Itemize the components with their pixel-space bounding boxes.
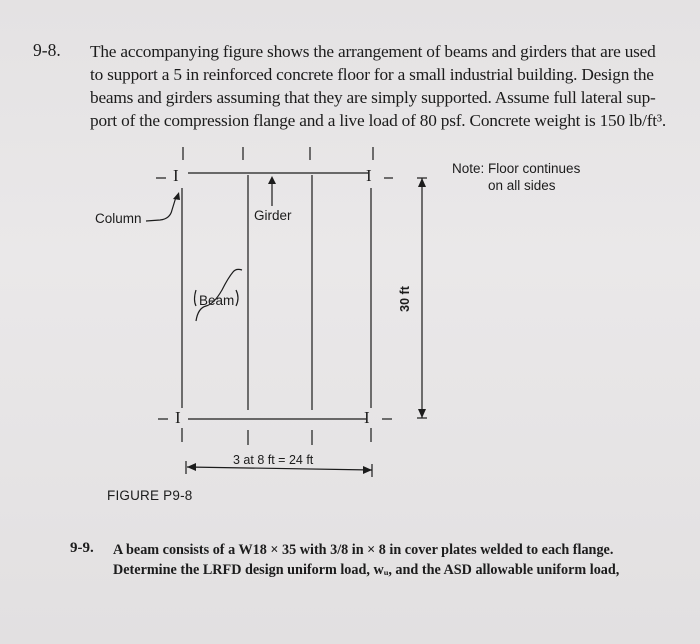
beam-label-bracket (195, 290, 197, 306)
column-symbol-bottom-right: I (364, 408, 370, 427)
dimension-arrowhead-top (418, 178, 426, 187)
width-dimension-line (187, 467, 372, 470)
column-arrowhead (173, 192, 180, 200)
height-dimension-label: 30 ft (397, 286, 412, 312)
problem-99-number: 9-9. (70, 540, 94, 556)
column-symbol-bottom-left: I (175, 408, 181, 427)
problem-98-line: to support a 5 in reinforced concrete floor for a small industrial building. Design the (90, 65, 654, 84)
girder-label: Girder (254, 208, 292, 223)
column-symbol-top-left: I (173, 166, 179, 185)
floor-note-line: on all sides (488, 178, 556, 193)
problem-99-line: Determine the LRFD design uniform load, wᵤ, and the ASD allowable uniform load, (113, 562, 620, 578)
problem-99-text (113, 540, 693, 580)
problem-98-line: The accompanying figure shows the arrangement of beams and girders that are used (90, 42, 656, 61)
beam-label: Beam (199, 293, 235, 308)
beam-label-bracket (236, 290, 238, 306)
problem-99-line: A beam consists of a W18 × 35 with 3/8 in × 8 in cover plates welded to each flange. (113, 542, 614, 558)
column-leader (146, 197, 176, 221)
column-symbol-top-right: I (366, 166, 372, 185)
girder-arrowhead (268, 176, 276, 184)
floor-note (452, 160, 580, 194)
figure-caption: FIGURE P9-8 (107, 488, 193, 503)
dimension-arrowhead-left (187, 463, 196, 471)
dimension-arrowhead-right (363, 466, 372, 474)
column-label: Column (95, 211, 142, 226)
floor-note-line: Note: Floor continues (452, 161, 581, 176)
dimension-arrowhead-bottom (418, 409, 426, 418)
problem-98-line: beams and girders assuming that they are simply supported. Assume full lateral sup- (90, 88, 656, 107)
problem-98-number: 9-8. (33, 40, 61, 60)
width-dimension-label: 3 at 8 ft = 24 ft (233, 453, 314, 467)
problem-98-line: port of the compression flange and a live load of 80 psf. Concrete weight is 150 lb/ft³. (90, 111, 666, 130)
